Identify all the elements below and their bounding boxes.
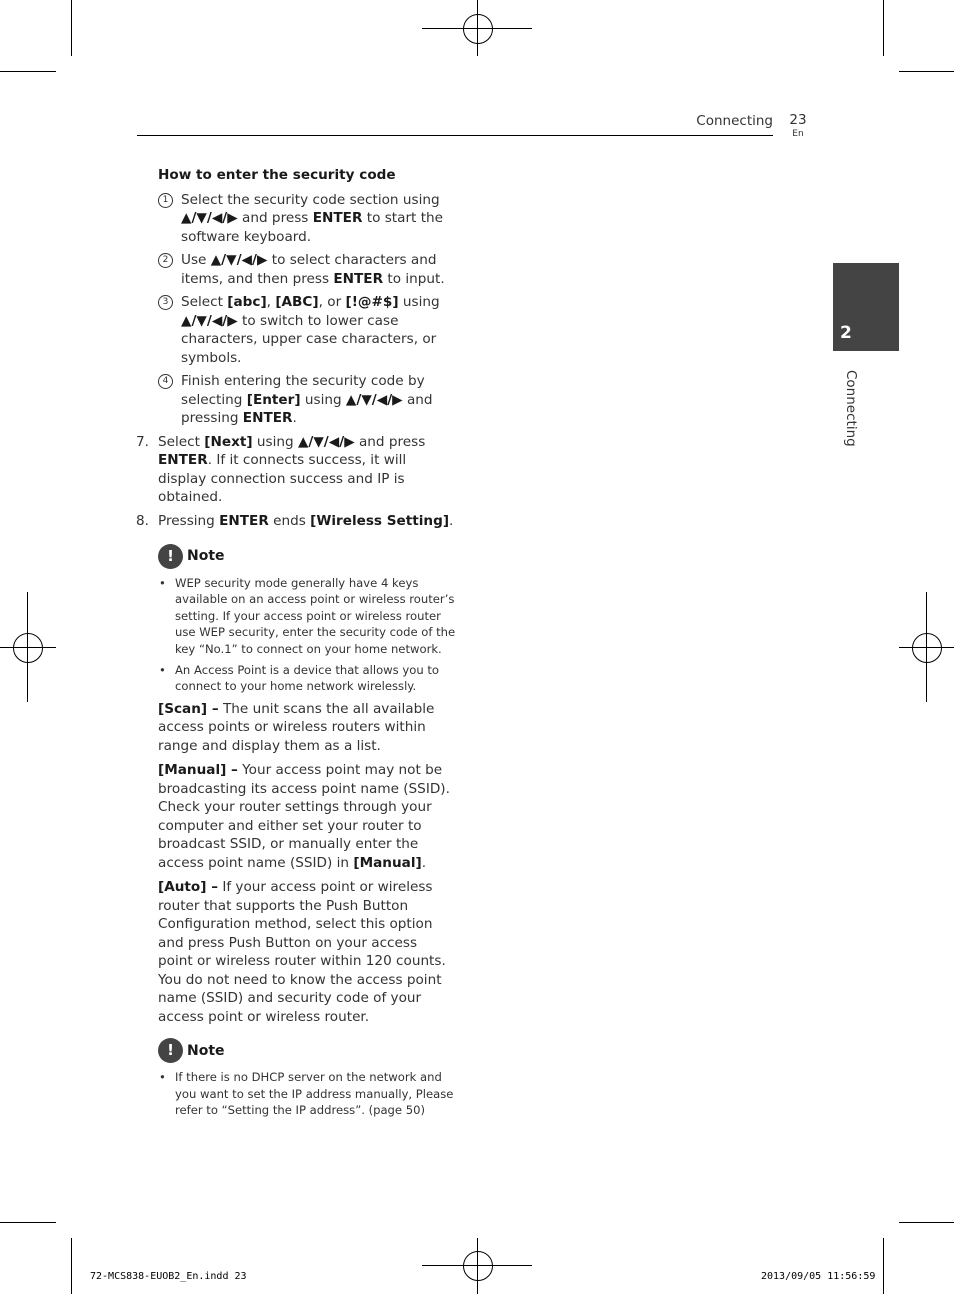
chapter-number: 2 xyxy=(840,323,852,343)
note-heading xyxy=(158,1038,456,1063)
bold-text: [Manual] xyxy=(353,854,422,871)
exclamation-icon: ! xyxy=(158,544,183,569)
bold-text: ▲/▼/◀/▶ xyxy=(345,391,403,408)
bold-text: ENTER xyxy=(312,210,363,226)
sub-step: 2 Use ▲/▼/◀/▶ to select characters and items, and then press ENTER to input. xyxy=(136,251,456,288)
note-bullet: • An Access Point is a device that allows you to connect to your home network wirelessly. xyxy=(159,663,440,694)
option-label: [Auto] – xyxy=(158,879,218,896)
step-number: 4 xyxy=(158,374,173,389)
option-label: [Scan] – xyxy=(158,700,219,717)
bullet-dot: • xyxy=(159,663,166,678)
sub-step: 4 Finish entering the security code by selecting [Enter] using ▲/▼/◀/▶ and pressing ENTER. xyxy=(136,372,456,428)
page-number: 23 xyxy=(789,112,807,128)
note-title: Note xyxy=(187,548,225,565)
exclamation-icon: ! xyxy=(158,1038,183,1063)
bold-text: [Enter] xyxy=(246,391,301,408)
note-heading xyxy=(158,544,456,569)
note-bullet: • WEP security mode generally have 4 keys available on an access point or wireless router’s setting. If your access point or wireless router use WEP security, enter the security code of the key “No.1” to connect on your home network. xyxy=(159,576,456,656)
bold-text: ENTER xyxy=(219,512,269,529)
option-description: [Manual] – Your access point may not be broadcasting its access point name (SSID). Check your router settings through your computer and either set your router to broadcast SSID, or manually enter the access point name (SSID) in [Manual]. xyxy=(158,762,450,871)
bold-text: [Wireless Setting] xyxy=(310,512,450,529)
bold-text: ENTER xyxy=(158,452,208,468)
sub-step: 3 Select [abc], [ABC], or [!@#$] using ▲/▼/◀/▶ to switch to lower case characters, upper case characters, or symbols. xyxy=(136,293,456,367)
bold-text: ▲/▼/◀/▶ xyxy=(181,210,238,226)
bold-text: [Next] xyxy=(204,433,253,450)
bold-text: ENTER xyxy=(333,270,384,287)
option-description: [Scan] – The unit scans the all available access points or wireless routers within range and display them as a list. xyxy=(158,700,435,754)
step-number: 3 xyxy=(158,295,173,310)
option-description: [Auto] – If your access point or wireless router that supports the Push Button Configuration method, select this option and press Push Button on your access point or wireless router within 120 counts. You do not need to know the access point name (SSID) and security code of your access point or wireless router. xyxy=(158,879,446,1025)
file-slug: 72-MCS838-EUOB2_En.indd 23 xyxy=(90,1271,247,1282)
step-number: 7. xyxy=(136,433,149,450)
bold-text: ▲/▼/◀/▶ xyxy=(181,312,238,329)
bold-text: ENTER xyxy=(242,410,293,426)
note-bullet: • If there is no DHCP server on the network and you want to set the IP address manually, Please refer to “Setting the IP address”. (page 50) xyxy=(159,1070,454,1118)
language-code: En xyxy=(792,129,804,139)
numbered-step: 7. Select [Next] using ▲/▼/◀/▶ and press ENTER. If it connects success, it will display connection success and IP is obtained. xyxy=(136,433,426,505)
step-number: 1 xyxy=(158,193,173,208)
header-rule xyxy=(137,135,773,136)
numbered-step: 8. Pressing ENTER ends [Wireless Setting]. xyxy=(136,512,454,529)
bold-text: [!@#$] xyxy=(345,294,399,310)
section-heading: How to enter the security code xyxy=(158,167,396,183)
timestamp-slug: 2013/09/05 11:56:59 xyxy=(761,1271,876,1282)
note-title: Note xyxy=(187,1042,225,1059)
bold-text: ▲/▼/◀/▶ xyxy=(297,433,355,450)
bold-text: [ABC] xyxy=(275,294,319,310)
bullet-dot: • xyxy=(159,1070,166,1085)
step-number: 8. xyxy=(136,512,149,529)
section-title: Connecting xyxy=(696,113,773,129)
bullet-dot: • xyxy=(159,576,166,590)
chapter-label: Connecting xyxy=(843,370,859,447)
main-column xyxy=(136,166,456,1124)
sub-step: 1 Select the security code section using ▲/▼/◀/▶ and press ENTER to start the software keyboard. xyxy=(136,191,456,247)
step-number: 2 xyxy=(158,253,173,268)
option-label: [Manual] – xyxy=(158,762,238,779)
bold-text: ▲/▼/◀/▶ xyxy=(210,252,268,268)
bold-text: [abc] xyxy=(227,294,267,310)
